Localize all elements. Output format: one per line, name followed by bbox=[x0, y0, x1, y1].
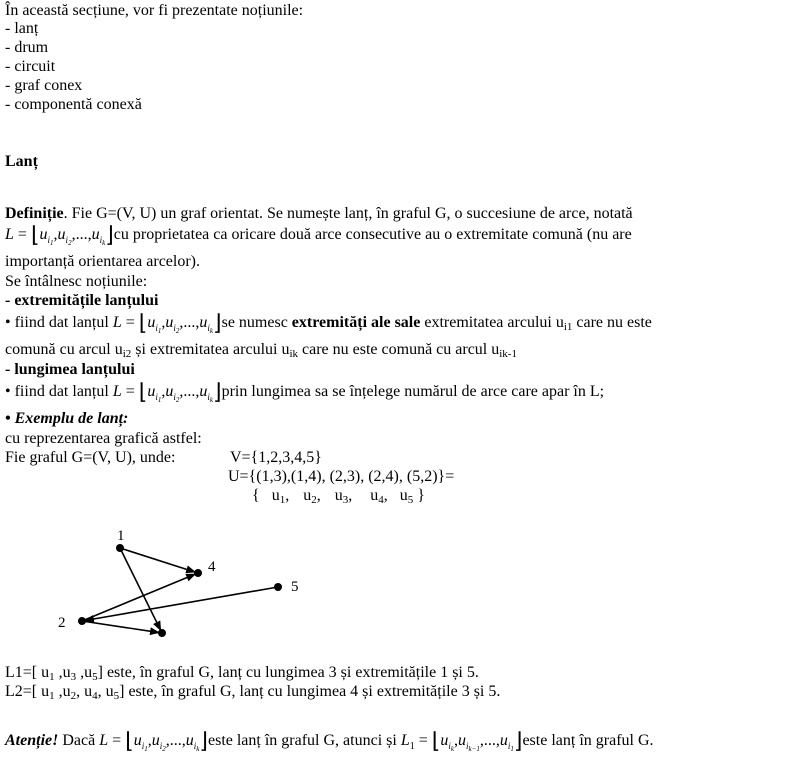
graph-node-3 bbox=[158, 629, 166, 637]
vertex-set: V={1,2,3,4,5} bbox=[230, 449, 322, 466]
definition-text: . Fie G=(V, U) un graf orientat. Se numește lanț, în graful G, o succesiune de arce, notată bbox=[63, 205, 633, 222]
attention-line: Atenție! Dacă $L = ⌊u_{i_1},u_{i_2},...,u_{i_k}⌋este$ lanț în graful G, atunci și $L_1$ = $⌊u_{i_k},u_{i_{k-1}},...,u_{i_1}⌋este$ lanț în graful G. bbox=[5, 728, 654, 753]
graph-node-label: 2 bbox=[58, 615, 66, 631]
arc-names: { u1, u2, u3, u4, u5 } bbox=[252, 487, 425, 506]
notions-lead: Se întâlnesc noțiunile: bbox=[5, 273, 148, 290]
length-line: • fiind dat lanțul $L = ⌊u_{i_1},u_{i_2},...,u_{i_k}⌋prin$ lungimea sa se înțelege numărul de arce care apar în L; bbox=[5, 379, 605, 404]
extremities-line-2: comună cu arcul ui2 și extremitatea arcului uik care nu este comună cu arcul uik-1 bbox=[5, 341, 517, 360]
definition-text: cu proprietatea ca oricare două arce consecutive au o extremitate comună (nu are bbox=[113, 226, 632, 243]
section-title: Lanț bbox=[5, 153, 38, 170]
graph-arc-5-2 bbox=[85, 587, 278, 620]
intro-lead: În această secțiune, vor fi prezentate noțiunile: bbox=[5, 2, 304, 19]
attention-label: Atenție! bbox=[5, 732, 59, 749]
length-title: - lungimea lanțului bbox=[5, 361, 135, 378]
graph-arc-2-4 bbox=[82, 574, 195, 621]
graph-node-label: 5 bbox=[291, 579, 299, 595]
graph-node-5 bbox=[274, 583, 282, 591]
result-L1: L1=[ u1 ,u3 ,u5] este, în graful G, lanț cu lungimea 3 și extremitățile 1 și 5. bbox=[5, 664, 479, 683]
chain-formula: $L = ⌊u_{i_1},u_{i_2},...,u_{i_k}⌋$ bbox=[99, 728, 208, 753]
arc-set: U={(1,3),(1,4), (2,3), (2,4), (5,2)}= bbox=[228, 468, 455, 485]
graph-node-1 bbox=[116, 544, 124, 552]
example-title: • Exemplu de lanț: bbox=[5, 410, 129, 427]
chain-formula: $L = ⌊u_{i_1},u_{i_2},...,u_{i_k}⌋$ bbox=[5, 222, 114, 247]
intro-item: - lanț bbox=[5, 20, 39, 37]
intro-item: - drum bbox=[5, 39, 49, 56]
example-line-1: cu reprezentarea grafică astfel: bbox=[5, 430, 202, 447]
reversed-chain-formula: $L_1$ = $⌊u_{i_k},u_{i_{k-1}},...,u_{i_1}⌋$ bbox=[400, 728, 523, 753]
intro-item: - circuit bbox=[5, 58, 56, 75]
definition-line-3: importanță orientarea arcelor). bbox=[5, 253, 200, 270]
graph-arc-1-3 bbox=[120, 548, 161, 630]
graph-node-label: 1 bbox=[117, 528, 125, 544]
intro-item: - graf conex bbox=[5, 77, 83, 94]
graph-node-label: 4 bbox=[208, 559, 216, 575]
intro-item: - componentă conexă bbox=[5, 96, 142, 113]
example-line-2: Fie graful G=(V, U), unde: bbox=[5, 449, 176, 466]
extremities-line-1: • fiind dat lanțul $L = ⌊u_{i_1},u_{i_2},...,u_{i_k}⌋se$ numesc extremități ale sale extremitatea arcului ui1 care nu este bbox=[5, 310, 652, 335]
chain-formula: $L = ⌊u_{i_1},u_{i_2},...,u_{i_k}⌋$ bbox=[112, 379, 222, 404]
graph-arc-1-4 bbox=[120, 548, 195, 572]
chain-formula: $L = ⌊u_{i_1},u_{i_2},...,u_{i_k}⌋$ bbox=[112, 310, 222, 335]
graph-arc-2-3 bbox=[82, 621, 159, 633]
graph-node-2 bbox=[78, 617, 86, 625]
definition-label: Definiție bbox=[5, 205, 64, 222]
graph-node-4 bbox=[194, 569, 202, 577]
result-L2: L2=[ u1 ,u2, u4, u5] este, în graful G, lanț cu lungimea 4 și extremitățile 3 și 5. bbox=[5, 683, 501, 702]
extremities-title: - extremitățile lanțului bbox=[5, 292, 159, 309]
text: • fiind dat lanțul bbox=[5, 314, 113, 331]
